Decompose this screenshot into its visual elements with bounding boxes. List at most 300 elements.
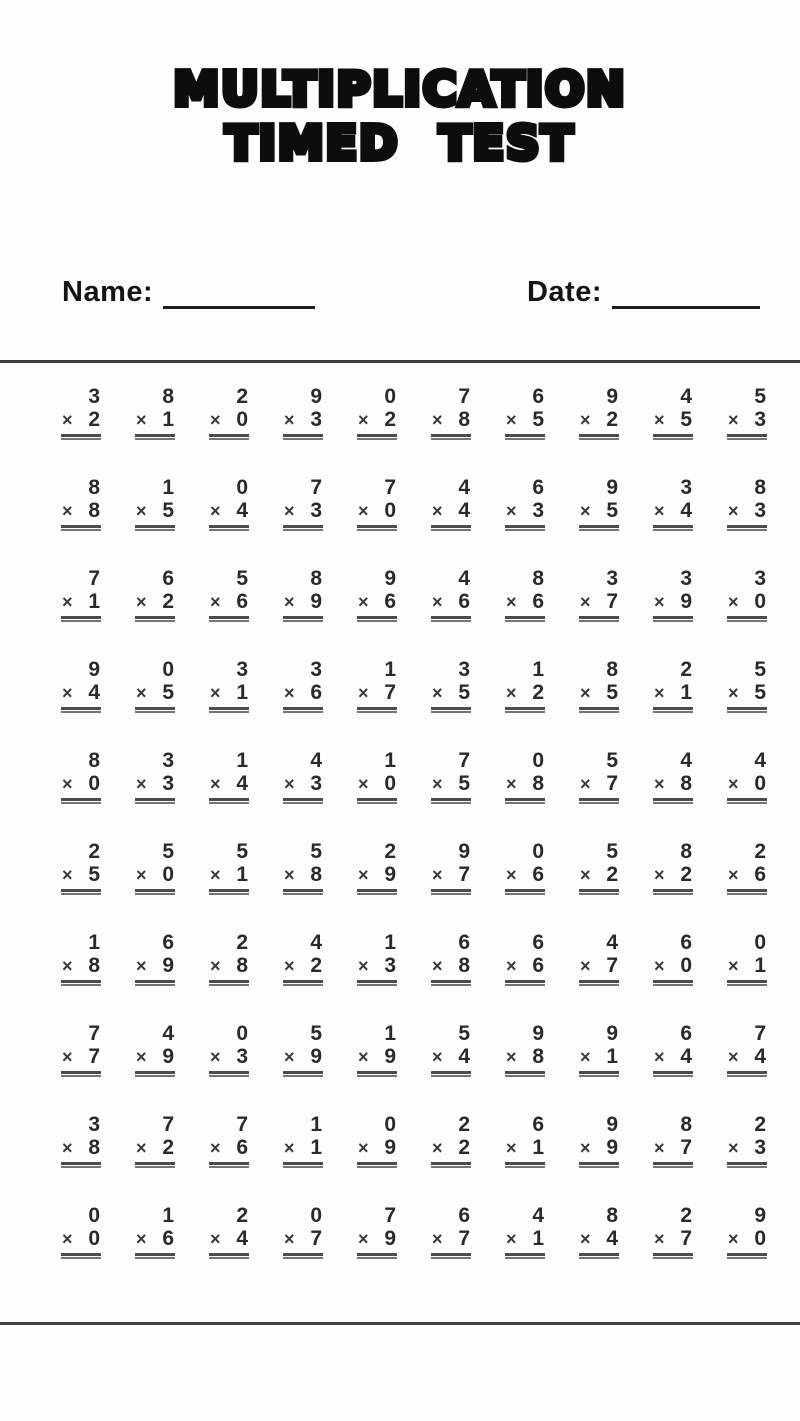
multiplier-row [135, 955, 175, 978]
multiplication-problem [135, 750, 175, 841]
multiplicand: 9 [606, 385, 618, 408]
multiply-sign: × [358, 500, 369, 521]
problem-cell [104, 386, 178, 477]
problem-cell [696, 568, 770, 659]
problem-cell [178, 477, 252, 568]
multiplier-row [357, 1228, 397, 1251]
multiplicand: 6 [162, 567, 174, 590]
multiplicand: 5 [310, 1022, 322, 1045]
multiplicand: 8 [162, 385, 174, 408]
problem-cell [252, 750, 326, 841]
multiplier: 9 [162, 1044, 174, 1068]
multiplicand: 4 [606, 931, 618, 954]
multiplier-row [283, 1228, 323, 1251]
multiply-sign: × [728, 500, 739, 521]
multiply-sign: × [62, 409, 73, 430]
multiplier-row [505, 1046, 545, 1069]
multiplication-problem [209, 932, 249, 1023]
multiplier: 7 [458, 1226, 470, 1250]
multiplier: 5 [162, 498, 174, 522]
multiplication-problem [61, 750, 101, 841]
multiplier-row [283, 864, 323, 887]
multiplicand: 0 [384, 385, 396, 408]
multiplicand: 2 [754, 840, 766, 863]
problem-cell [30, 659, 104, 750]
multiplier: 3 [754, 498, 766, 522]
multiplier-row [135, 773, 175, 796]
multiplier-row [283, 682, 323, 705]
multiplier-row [135, 682, 175, 705]
multiplier-row [283, 773, 323, 796]
multiplier-row [357, 1046, 397, 1069]
problem-cell [696, 659, 770, 750]
multiply-sign: × [580, 409, 591, 430]
multiplicand: 9 [384, 567, 396, 590]
multiplier: 7 [606, 953, 618, 977]
answer-underline [357, 1071, 397, 1077]
answer-underline [61, 1071, 101, 1077]
problem-cell [178, 386, 252, 477]
multiplier-row [357, 1137, 397, 1160]
multiplier: 5 [606, 680, 618, 704]
multiplicand: 8 [754, 476, 766, 499]
multiplication-problem [357, 1205, 397, 1296]
answer-underline [61, 525, 101, 531]
multiplier-row [505, 500, 545, 523]
multiplier: 7 [458, 862, 470, 886]
answer-underline [357, 434, 397, 440]
multiplicand: 4 [754, 749, 766, 772]
answer-underline [135, 889, 175, 895]
multiplier-row [653, 773, 693, 796]
multiplier-row [727, 1228, 767, 1251]
multiplier-row [135, 1046, 175, 1069]
multiplication-problem [505, 1023, 545, 1114]
multiplier-row [653, 1228, 693, 1251]
multiplier: 0 [754, 771, 766, 795]
multiply-sign: × [580, 1046, 591, 1067]
multiplier-row [653, 1046, 693, 1069]
multiplier: 9 [384, 1226, 396, 1250]
multiplier: 9 [384, 862, 396, 886]
multiplication-problem [579, 568, 619, 659]
multiplicand: 7 [310, 476, 322, 499]
answer-underline [357, 707, 397, 713]
answer-underline [727, 525, 767, 531]
multiplicand: 8 [532, 567, 544, 590]
multiplier-row [209, 864, 249, 887]
problem-cell [548, 932, 622, 1023]
multiplicand: 3 [680, 476, 692, 499]
multiplier-row [357, 682, 397, 705]
multiply-sign: × [284, 500, 295, 521]
multiplicand: 9 [754, 1204, 766, 1227]
multiply-sign: × [580, 864, 591, 885]
problem-cell [104, 1023, 178, 1114]
answer-underline [283, 980, 323, 986]
problem-cell [474, 477, 548, 568]
multiplier: 0 [88, 771, 100, 795]
answer-underline [727, 980, 767, 986]
multiplication-problem [135, 1023, 175, 1114]
multiplier-row [357, 409, 397, 432]
multiplier: 3 [754, 1135, 766, 1159]
multiplier-row [135, 1228, 175, 1251]
multiply-sign: × [654, 1046, 665, 1067]
multiplication-problem [135, 568, 175, 659]
multiply-sign: × [580, 773, 591, 794]
multiply-sign: × [136, 500, 147, 521]
answer-underline [431, 889, 471, 895]
multiply-sign: × [506, 1046, 517, 1067]
problem-cell [326, 1023, 400, 1114]
answer-underline [209, 798, 249, 804]
multiplier: 6 [458, 589, 470, 613]
multiplier: 2 [532, 680, 544, 704]
multiplier: 0 [384, 498, 396, 522]
multiplier-row [727, 682, 767, 705]
multiplier-row [209, 955, 249, 978]
problem-cell [104, 477, 178, 568]
multiplicand: 2 [236, 931, 248, 954]
answer-underline [357, 1162, 397, 1168]
problem-cell [104, 1205, 178, 1296]
multiplier-row [431, 1046, 471, 1069]
answer-underline [431, 434, 471, 440]
bottom-divider-line [0, 1322, 800, 1325]
problem-cell [326, 841, 400, 932]
multiplier-row [61, 1228, 101, 1251]
problem-cell [474, 568, 548, 659]
multiplier: 7 [606, 771, 618, 795]
multiplicand: 3 [458, 658, 470, 681]
problem-cell [622, 841, 696, 932]
problems-grid [30, 386, 770, 1296]
problem-cell [622, 477, 696, 568]
multiplier: 2 [162, 589, 174, 613]
answer-underline [283, 525, 323, 531]
multiply-sign: × [62, 1137, 73, 1158]
multiplicand: 3 [88, 1113, 100, 1136]
answer-underline [431, 798, 471, 804]
multiplication-problem [209, 1205, 249, 1296]
multiplier-row [135, 1137, 175, 1160]
multiplier-row [727, 591, 767, 614]
multiplication-problem [209, 750, 249, 841]
multiplier-row [653, 591, 693, 614]
multiplicand: 2 [680, 1204, 692, 1227]
multiplicand: 0 [88, 1204, 100, 1227]
answer-underline [209, 707, 249, 713]
name-field [62, 276, 315, 309]
date-blank-line [612, 279, 760, 309]
answer-underline [61, 616, 101, 622]
multiply-sign: × [432, 773, 443, 794]
multiplication-problem [61, 477, 101, 568]
multiplicand: 3 [162, 749, 174, 772]
problem-cell [474, 1205, 548, 1296]
multiply-sign: × [62, 682, 73, 703]
multiply-sign: × [62, 500, 73, 521]
answer-underline [209, 1253, 249, 1259]
multiply-sign: × [654, 955, 665, 976]
multiplicand: 1 [310, 1113, 322, 1136]
answer-underline [653, 889, 693, 895]
multiplicand: 0 [532, 749, 544, 772]
multiplication-problem [653, 1205, 693, 1296]
multiply-sign: × [506, 773, 517, 794]
problem-cell [252, 1205, 326, 1296]
multiplicand: 0 [236, 476, 248, 499]
answer-underline [505, 889, 545, 895]
problem-cell [696, 1205, 770, 1296]
multiplier-row [727, 864, 767, 887]
multiply-sign: × [728, 1046, 739, 1067]
multiplier: 6 [236, 1135, 248, 1159]
multiplier: 8 [458, 953, 470, 977]
multiplier-row [357, 864, 397, 887]
multiplier-row [135, 500, 175, 523]
multiplicand: 2 [680, 658, 692, 681]
multiplicand: 5 [606, 840, 618, 863]
multiply-sign: × [506, 1137, 517, 1158]
multiplication-problem [357, 568, 397, 659]
multiply-sign: × [654, 682, 665, 703]
multiplication-problem [135, 386, 175, 477]
answer-underline [283, 1253, 323, 1259]
multiplication-problem [727, 1205, 767, 1296]
multiplier: 8 [88, 498, 100, 522]
multiplicand: 5 [162, 840, 174, 863]
multiplicand: 0 [162, 658, 174, 681]
multiply-sign: × [580, 500, 591, 521]
multiplier-row [431, 500, 471, 523]
multiplicand: 8 [88, 749, 100, 772]
multiplication-problem [431, 841, 471, 932]
answer-underline [653, 616, 693, 622]
multiplication-problem [727, 1114, 767, 1205]
multiplication-problem [209, 1114, 249, 1205]
multiplier-row [727, 1137, 767, 1160]
answer-underline [579, 889, 619, 895]
multiplier: 2 [680, 862, 692, 886]
problem-cell [548, 750, 622, 841]
multiplier: 9 [384, 1044, 396, 1068]
multiplier: 5 [458, 680, 470, 704]
problem-cell [400, 477, 474, 568]
multiplier: 6 [310, 680, 322, 704]
multiplier: 6 [532, 953, 544, 977]
multiply-sign: × [210, 1046, 221, 1067]
multiplier-row [579, 955, 619, 978]
multiply-sign: × [432, 864, 443, 885]
problem-cell [548, 1205, 622, 1296]
problem-cell [326, 477, 400, 568]
problem-cell [252, 477, 326, 568]
multiplier: 9 [606, 1135, 618, 1159]
multiplier-row [283, 500, 323, 523]
multiplier-row [135, 864, 175, 887]
multiply-sign: × [284, 773, 295, 794]
multiply-sign: × [506, 682, 517, 703]
multiply-sign: × [728, 591, 739, 612]
multiplier-row [209, 500, 249, 523]
answer-underline [283, 798, 323, 804]
multiplier-row [431, 591, 471, 614]
multiplier-row [61, 409, 101, 432]
answer-underline [579, 1162, 619, 1168]
problem-cell [326, 386, 400, 477]
multiplier: 8 [532, 1044, 544, 1068]
multiplication-problem [283, 568, 323, 659]
multiplier: 4 [236, 771, 248, 795]
multiplication-problem [61, 841, 101, 932]
multiplier: 4 [236, 498, 248, 522]
multiplicand: 6 [680, 931, 692, 954]
multiplier-row [505, 864, 545, 887]
problem-cell [474, 750, 548, 841]
answer-underline [209, 525, 249, 531]
multiply-sign: × [136, 864, 147, 885]
problem-cell [252, 386, 326, 477]
multiplicand: 1 [236, 749, 248, 772]
multiply-sign: × [62, 1046, 73, 1067]
multiplicand: 4 [680, 385, 692, 408]
multiplier: 3 [162, 771, 174, 795]
multiplier: 5 [88, 862, 100, 886]
multiplier-row [579, 500, 619, 523]
answer-underline [579, 434, 619, 440]
multiplicand: 6 [532, 1113, 544, 1136]
problem-cell [696, 841, 770, 932]
problem-cell [178, 1205, 252, 1296]
multiplier-row [61, 500, 101, 523]
multiplication-problem [579, 750, 619, 841]
answer-underline [135, 798, 175, 804]
multiplicand: 1 [88, 931, 100, 954]
multiplier-row [431, 1137, 471, 1160]
multiplication-problem [653, 659, 693, 750]
multiplier-row [357, 955, 397, 978]
answer-underline [431, 525, 471, 531]
multiplication-problem [209, 568, 249, 659]
multiplier: 1 [162, 407, 174, 431]
multiplicand: 0 [754, 931, 766, 954]
multiply-sign: × [284, 1137, 295, 1158]
multiply-sign: × [506, 1228, 517, 1249]
problem-cell [622, 1023, 696, 1114]
multiply-sign: × [580, 682, 591, 703]
multiplicand: 8 [680, 1113, 692, 1136]
multiplication-problem [357, 477, 397, 568]
answer-underline [653, 980, 693, 986]
multiplier: 1 [88, 589, 100, 613]
multiply-sign: × [654, 409, 665, 430]
multiply-sign: × [210, 682, 221, 703]
multiply-sign: × [358, 1137, 369, 1158]
multiplicand: 8 [88, 476, 100, 499]
multiply-sign: × [506, 409, 517, 430]
multiplier-row [61, 773, 101, 796]
date-field [527, 276, 760, 309]
answer-underline [653, 707, 693, 713]
multiplier-row [727, 773, 767, 796]
problem-cell [30, 750, 104, 841]
problem-cell [400, 1114, 474, 1205]
multiplier-row [61, 591, 101, 614]
multiplier: 3 [532, 498, 544, 522]
multiplier-row [579, 682, 619, 705]
multiplier-row [727, 500, 767, 523]
multiplier-row [209, 1228, 249, 1251]
multiplier: 9 [162, 953, 174, 977]
multiplicand: 4 [162, 1022, 174, 1045]
multiplier: 5 [162, 680, 174, 704]
multiplicand: 9 [310, 385, 322, 408]
answer-underline [431, 1071, 471, 1077]
multiply-sign: × [506, 500, 517, 521]
multiply-sign: × [728, 955, 739, 976]
multiplicand: 7 [458, 385, 470, 408]
multiplier-row [61, 682, 101, 705]
multiplier: 6 [236, 589, 248, 613]
multiply-sign: × [136, 682, 147, 703]
answer-underline [357, 525, 397, 531]
problem-cell [622, 932, 696, 1023]
multiply-sign: × [506, 955, 517, 976]
multiplier: 1 [236, 680, 248, 704]
answer-underline [579, 1253, 619, 1259]
multiplier: 6 [162, 1226, 174, 1250]
answer-underline [505, 798, 545, 804]
header-fields [62, 276, 760, 309]
multiply-sign: × [136, 955, 147, 976]
multiplication-problem [653, 386, 693, 477]
multiplier: 5 [458, 771, 470, 795]
multiplicand: 7 [162, 1113, 174, 1136]
multiplicand: 4 [310, 749, 322, 772]
multiplicand: 7 [88, 1022, 100, 1045]
multiplier-row [727, 409, 767, 432]
problem-cell [30, 841, 104, 932]
answer-underline [61, 434, 101, 440]
multiplication-problem [135, 1114, 175, 1205]
multiply-sign: × [136, 409, 147, 430]
answer-underline [357, 798, 397, 804]
multiplication-problem [653, 477, 693, 568]
multiplier-row [653, 864, 693, 887]
multiply-sign: × [432, 409, 443, 430]
problem-cell [178, 841, 252, 932]
multiplication-problem [283, 659, 323, 750]
multiplier: 0 [754, 1226, 766, 1250]
multiplier: 1 [754, 953, 766, 977]
multiplication-problem [579, 932, 619, 1023]
problem-cell [30, 932, 104, 1023]
problem-cell [252, 932, 326, 1023]
answer-underline [579, 1071, 619, 1077]
multiplier: 5 [680, 407, 692, 431]
multiplicand: 1 [162, 476, 174, 499]
multiply-sign: × [432, 591, 443, 612]
multiplier: 5 [606, 498, 618, 522]
answer-underline [653, 525, 693, 531]
multiplicand: 3 [754, 567, 766, 590]
problem-cell [326, 1205, 400, 1296]
answer-underline [135, 707, 175, 713]
multiply-sign: × [654, 1137, 665, 1158]
multiply-sign: × [358, 682, 369, 703]
